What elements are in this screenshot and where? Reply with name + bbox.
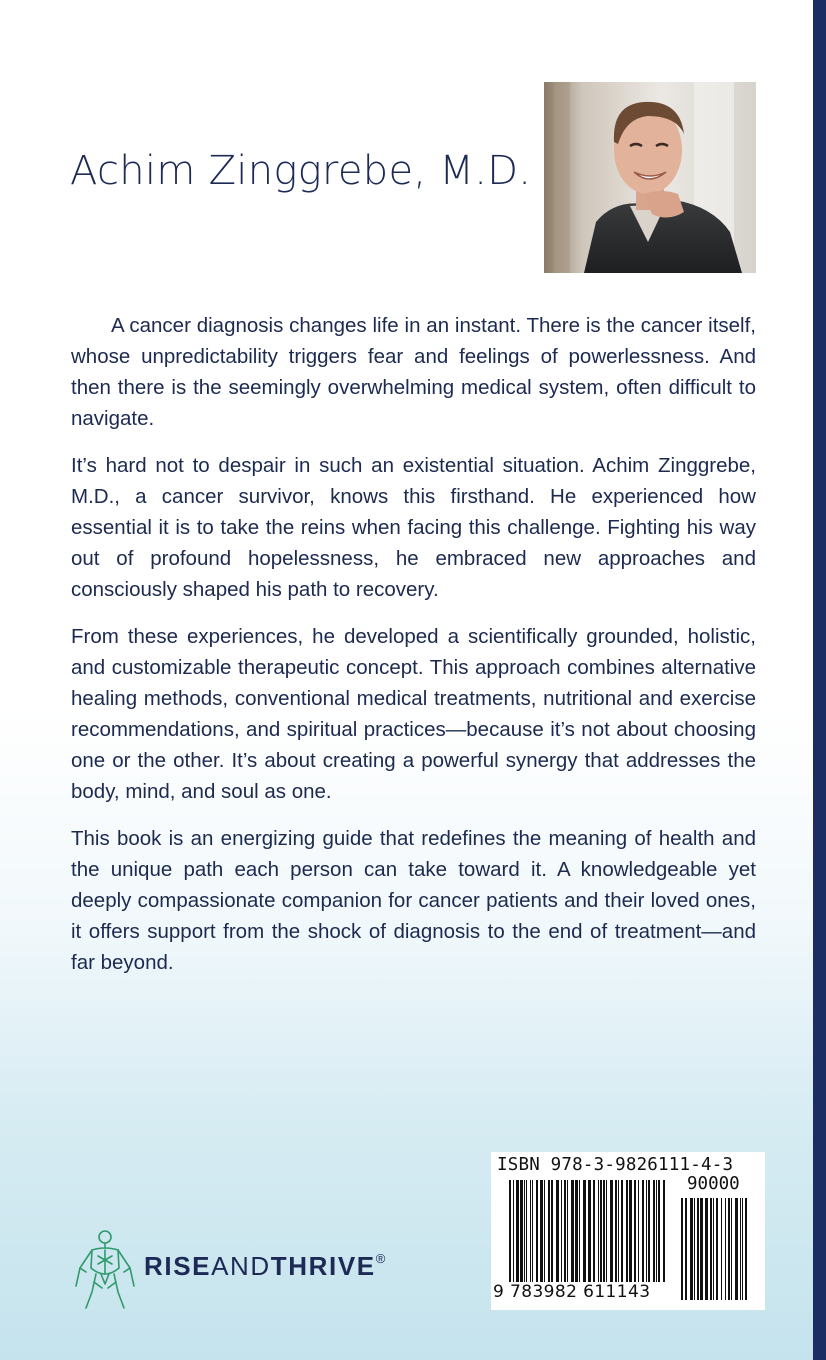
barcode-bar <box>536 1180 538 1286</box>
barcode-bar <box>540 1180 543 1286</box>
barcode-bar <box>593 1180 595 1286</box>
barcode-bar <box>588 1180 591 1286</box>
barcode-bar <box>663 1180 665 1286</box>
barcode-bar <box>648 1180 650 1286</box>
barcode-bar <box>721 1198 722 1300</box>
barcode-bar <box>544 1180 545 1286</box>
barcode-bar <box>700 1198 703 1300</box>
barcode-bar <box>548 1180 550 1286</box>
barcode-bar <box>740 1198 741 1300</box>
publisher-name-and: AND <box>211 1250 271 1281</box>
barcode-bar <box>626 1180 628 1286</box>
barcode-bar <box>610 1180 613 1286</box>
publisher-name-rise: RISE <box>144 1250 212 1281</box>
author-name: Achim Zinggrebe, M.D. <box>70 148 532 194</box>
barcode-bar <box>621 1180 623 1286</box>
barcode-bar <box>603 1180 605 1286</box>
barcode-bar <box>705 1198 708 1300</box>
barcode-bar <box>710 1198 712 1300</box>
barcode-bar <box>658 1180 660 1286</box>
isbn-number: ISBN 978-3-9826111-4-3 <box>497 1155 734 1175</box>
barcode-bar <box>526 1180 527 1286</box>
barcode-bar <box>516 1180 519 1286</box>
barcode-bar <box>716 1198 718 1300</box>
publisher-name <box>144 1251 385 1282</box>
barcode-bar <box>653 1180 655 1286</box>
barcode-bar <box>530 1180 531 1286</box>
barcode-bar <box>656 1180 657 1286</box>
description-paragraph: It’s hard not to despair in such an existential situation. Achim Zinggrebe, M.D., a cancer survivor, knows this firsthand. He experienced how essential it is to take the reins when facing this challenge. Fighting his way out of profound hopelessness, he embraced new approaches and consciously shaped his path to recovery. <box>71 454 756 601</box>
price-code: 90000 <box>687 1174 740 1194</box>
barcode-bar <box>579 1180 580 1286</box>
barcode-bar <box>583 1180 586 1286</box>
barcode-bar <box>629 1180 632 1286</box>
author-photo <box>544 82 756 273</box>
barcode-bar <box>556 1180 559 1286</box>
barcode-bar <box>618 1180 619 1286</box>
barcode-bar <box>600 1180 602 1286</box>
barcode-bar <box>615 1180 617 1286</box>
barcode-bar <box>735 1198 738 1300</box>
barcode-bar <box>728 1198 730 1300</box>
barcode-bar <box>685 1198 687 1300</box>
publisher-name-thrive: THRIVE <box>270 1250 376 1281</box>
barcode-bar <box>742 1198 743 1300</box>
barcode-bar <box>690 1198 693 1300</box>
description-paragraph: From these experiences, he developed a scientifically grounded, holistic, and customizable therapeutic concept. This approach combines alternative healing methods, conventional medical treatments, nutritional and exercise recommendations, and spiritual practices—because it’s not about choosing one or the other. It’s about creating a powerful synergy that addresses the body, mind, and soul as one. <box>71 625 756 803</box>
barcode-bar <box>567 1180 568 1286</box>
barcode-bar <box>731 1198 732 1300</box>
registered-mark: ® <box>375 1250 386 1266</box>
spine-edge-strip <box>813 0 826 1360</box>
barcode-bar <box>551 1180 553 1286</box>
barcode-bar <box>532 1180 533 1286</box>
description-paragraph: A cancer diagnosis changes life in an instant. There is the cancer itself, whose unpredictability triggers fear and feelings of powerlessness. And then there is the seemingly overwhelming medical system, often difficult to navigate. <box>71 314 756 430</box>
barcode-bar <box>681 1198 683 1300</box>
barcode-bar <box>694 1198 695 1300</box>
barcode-bar <box>634 1180 636 1286</box>
barcode-bar <box>598 1180 599 1286</box>
barcode-bar <box>697 1198 699 1300</box>
human-anatomy-figure-icon <box>72 1228 138 1310</box>
price-addon-barcode-bars <box>681 1198 753 1300</box>
barcode-bar <box>713 1198 714 1300</box>
barcode-bar <box>606 1180 607 1286</box>
barcode-bar <box>745 1198 747 1300</box>
barcode-bar <box>524 1180 525 1286</box>
book-description <box>71 310 756 994</box>
barcode-bar <box>646 1180 647 1286</box>
barcode-bar <box>638 1180 639 1286</box>
description-paragraph: This book is an energizing guide that redefines the meaning of health and the unique path each person can take toward it. A knowledgeable yet deeply compassionate companion for cancer patients and their loved ones, it offers support from the shock of diagnosis to the end of treatment—and far beyond. <box>71 827 756 974</box>
barcode-bar <box>575 1180 578 1286</box>
isbn-barcode <box>491 1152 765 1310</box>
barcode-bar <box>571 1180 574 1286</box>
ean-number: 9 783982 611143 <box>493 1282 665 1302</box>
barcode-bar <box>520 1180 523 1286</box>
barcode-bar <box>642 1180 644 1286</box>
barcode-bar <box>725 1198 726 1300</box>
publisher-logo <box>72 1228 385 1310</box>
